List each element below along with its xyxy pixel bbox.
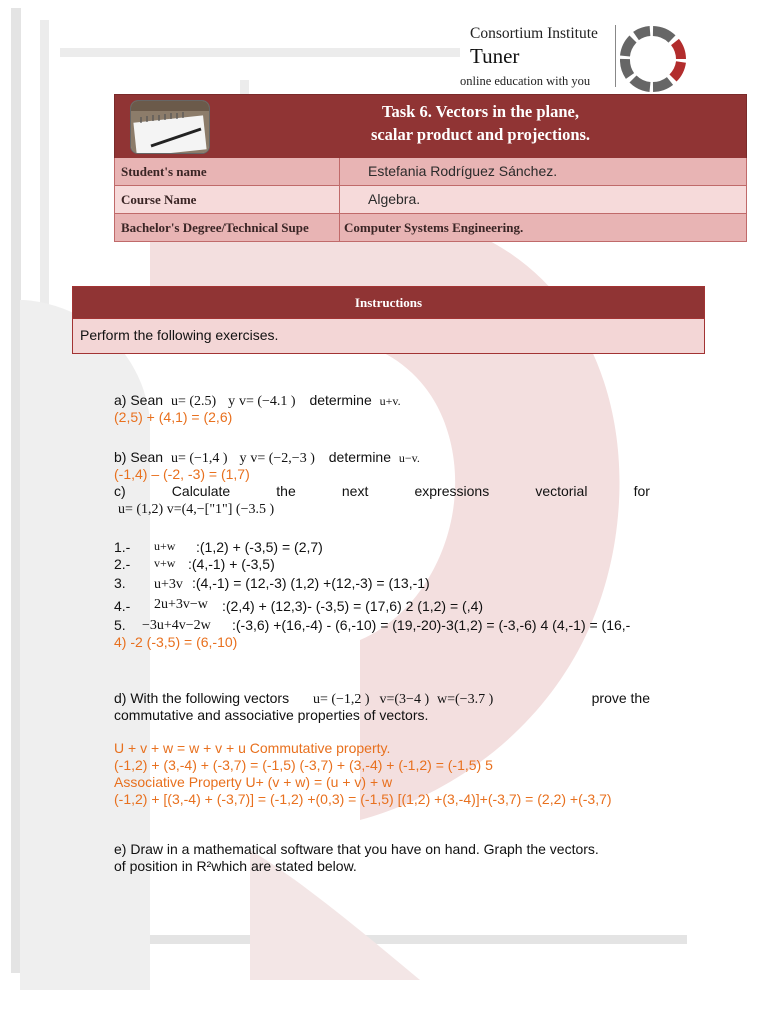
- exercise-a-v: v= (−4.1 ): [238, 394, 296, 409]
- exercise-c-word: for: [633, 483, 650, 499]
- exercise-b-u: u= (−1,4 ): [170, 451, 228, 466]
- exercise-c-word: the: [276, 483, 296, 499]
- exercise-c-heading: [114, 483, 650, 500]
- student-name-value: Estefania Rodríguez Sánchez.: [368, 163, 558, 179]
- exercise-d-prefix: d) With the following vectors: [114, 690, 290, 706]
- exercise-c-word: c): [114, 483, 126, 499]
- instructions-heading: Instructions: [73, 287, 704, 318]
- exercise-c-word: next: [341, 483, 369, 499]
- item-work: :(4,-1) = (12,-3) (1,2) +(12,-3) = (13,-1): [192, 575, 430, 591]
- task-title-line1: Task 6. Vectors in the plane,: [382, 102, 579, 121]
- item-number: 3.: [114, 575, 126, 591]
- item-work: :(1,2) + (-3,5) = (2,7): [196, 539, 323, 555]
- item-expression: v+w: [154, 556, 176, 570]
- institute-logo: [455, 22, 695, 97]
- exercise-d-line2: commutative and associative properties of vectors.: [114, 707, 429, 723]
- exercise-c-item-5: [114, 617, 630, 634]
- exercise-d-answer-1: U + v + w = w + v + u Commutative property.: [114, 740, 391, 756]
- logo-institute-name: Consortium Institute: [470, 25, 598, 42]
- item-work: :(4,-1) + (-3,5): [188, 556, 275, 572]
- logo-divider: [615, 25, 616, 87]
- item-work: :(-3,6) +(16,-4) - (6,-10) = (19,-20)-3(1,2) = (-3,-6) 4 (4,-1) = (16,-: [232, 617, 631, 633]
- item-number: 2.-: [114, 556, 131, 572]
- exercise-a-op: u+v.: [379, 394, 401, 408]
- exercise-d-answer-2: (-1,2) + (3,-4) + (-3,7) = (-1,5) (-3,7) + (3,-4) + (-1,2) = (-1,5) 5: [114, 757, 493, 773]
- exercise-d-suffix: prove the: [591, 690, 650, 706]
- exercise-b: [114, 449, 420, 467]
- exercise-d-v: v=(3−4 ): [379, 692, 430, 707]
- exercise-c-item-4: [114, 596, 483, 615]
- exercise-d-answer-4: (-1,2) + [(3,-4) + (-3,7)] = (-1,2) +(0,3) = (-1,5) [(1,2) +(3,-4)]+(-3,7) = (2,2) +(-3,7): [114, 791, 612, 807]
- exercise-d-w: w=(−3.7 ): [437, 692, 494, 707]
- exercise-b-v: v= (−2,−3 ): [250, 451, 315, 466]
- item-expression: 2u+3v−w: [154, 597, 208, 612]
- item-expression: u+3v: [154, 577, 183, 592]
- course-name-row: [114, 186, 747, 214]
- exercise-b-determine: determine: [328, 449, 392, 465]
- task-header-table: [114, 94, 747, 242]
- course-name-value: Algebra.: [368, 191, 421, 207]
- exercise-c-word: Calculate: [171, 483, 231, 499]
- exercise-d-u: u= (−1,2 ): [312, 692, 370, 707]
- student-name-row: [114, 158, 747, 186]
- notebook-pen-image: [130, 100, 210, 154]
- item-number: 4.-: [114, 598, 131, 614]
- exercise-c-word: expressions: [414, 483, 490, 499]
- instructions-text: Perform the following exercises.: [73, 318, 704, 353]
- exercise-c-word: vectorial: [535, 483, 588, 499]
- exercise-a-determine: determine: [309, 392, 372, 408]
- item-number: 1.-: [114, 539, 131, 555]
- exercise-a: [114, 392, 401, 410]
- exercise-c-item-1: [114, 538, 323, 556]
- exercise-a-answer: (2,5) + (4,1) = (2,6): [114, 409, 233, 425]
- task-title-line2: scalar product and projections.: [370, 125, 591, 144]
- exercise-d: [114, 690, 650, 708]
- instructions-box: [72, 286, 705, 354]
- exercise-b-y: y: [239, 451, 247, 466]
- item-expression: −3u+4v−2w: [142, 618, 211, 633]
- exercise-c-item-2: [114, 555, 275, 573]
- course-name-label: Course Name: [115, 186, 340, 213]
- exercise-c-item-3: [114, 575, 430, 593]
- exercise-b-answer: (-1,4) – (-2, -3) = (1,7): [114, 466, 250, 482]
- exercise-e-line1: e) Draw in a mathematical software that you have on hand. Graph the vectors.: [114, 841, 599, 857]
- item-expression: u+w: [154, 539, 176, 553]
- student-name-label: Student's name: [115, 158, 340, 185]
- logo-brand-name: Tuner: [470, 44, 520, 68]
- degree-row: [114, 214, 747, 242]
- logo-ring-icon: [620, 26, 686, 92]
- degree-label: Bachelor's Degree/Technical Supe: [115, 214, 340, 241]
- exercise-b-prefix: b) Sean: [114, 449, 164, 465]
- exercise-a-y: y: [228, 394, 236, 409]
- logo-tagline: online education with you: [460, 74, 591, 88]
- degree-value: Computer Systems Engineering.: [344, 220, 524, 235]
- exercise-e-line2: of position in R²which are stated below.: [114, 858, 357, 874]
- exercise-d-answer-3: Associative Property U+ (v + w) = (u + v) + w: [114, 774, 393, 790]
- exercise-b-op: u−v.: [398, 451, 420, 465]
- exercise-c-vectors: u= (1,2) v=(4,−["1"] (−3.5 ): [118, 502, 275, 517]
- item-number: 5.: [114, 617, 126, 633]
- exercise-a-prefix: a) Sean: [114, 392, 164, 408]
- task-title-row: [114, 94, 747, 158]
- exercise-a-u: u= (2.5): [170, 394, 217, 409]
- exercise-c-item-5-continuation: 4) -2 (-3,5) = (6,-10): [114, 634, 238, 650]
- item-work: :(2,4) + (12,3)- (-3,5) = (17,6) 2 (1,2) = (,4): [222, 598, 484, 614]
